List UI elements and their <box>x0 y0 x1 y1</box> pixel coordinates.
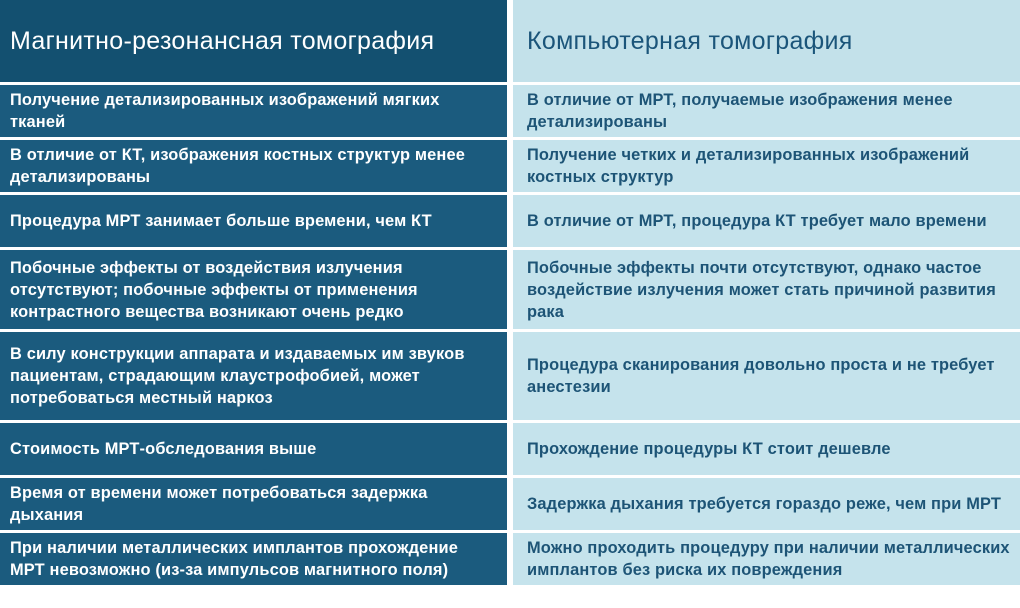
ct-cell-2 <box>513 140 1020 192</box>
mri-cell-4 <box>0 250 507 329</box>
ct-text: Побочные эффекты почти отсутствуют, однако частое воздействие излучения может стать причиной развития рака <box>527 258 996 321</box>
mri-text: Стоимость МРТ-обследования выше <box>10 440 317 458</box>
header-ct-label: Компьютерная томография <box>527 26 853 55</box>
ct-text: Получение четких и детализированных изображений костных структур <box>527 146 970 186</box>
ct-cell-7 <box>513 478 1020 530</box>
mri-cell-3 <box>0 195 507 247</box>
ct-cell-4 <box>513 250 1020 329</box>
ct-text: В отличие от МРТ, получаемые изображения менее детализированы <box>527 91 953 131</box>
ct-text: Задержка дыхания требуется гораздо реже, чем при МРТ <box>527 495 1002 513</box>
mri-text: Получение детализированных изображений мягких тканей <box>10 91 440 131</box>
mri-text: При наличии металлических имплантов прохождение МРТ невозможно (из-за импульсов магнитного поля) <box>10 539 458 579</box>
mri-text: В силу конструкции аппарата и издаваемых им звуков пациентам, страдающим клаустрофобией, может потребоваться местный наркоз <box>10 345 465 407</box>
header-ct <box>513 0 1020 82</box>
mri-cell-7 <box>0 478 507 530</box>
ct-cell-1 <box>513 85 1020 137</box>
ct-cell-5 <box>513 332 1020 420</box>
mri-cell-2 <box>0 140 507 192</box>
ct-cell-8 <box>513 533 1020 585</box>
ct-cell-6 <box>513 423 1020 475</box>
mri-text: Процедура МРТ занимает больше времени, чем КТ <box>10 212 432 230</box>
header-mri-label: Магнитно-резонансная томография <box>10 26 435 55</box>
ct-text: Прохождение процедуры КТ стоит дешевле <box>527 440 891 458</box>
ct-text: Процедура сканирования довольно проста и не требует анестезии <box>527 356 995 396</box>
header-mri <box>0 0 507 82</box>
mri-cell-8 <box>0 533 507 585</box>
mri-text: В отличие от КТ, изображения костных структур менее детализированы <box>10 146 465 186</box>
mri-text: Побочные эффекты от воздействия излучения отсутствуют; побочные эффекты от применения контрастного вещества возникают очень редко <box>10 258 418 321</box>
mri-cell-5 <box>0 332 507 420</box>
ct-cell-3 <box>513 195 1020 247</box>
mri-cell-6 <box>0 423 507 475</box>
mri-text: Время от времени может потребоваться задержка дыхания <box>10 484 428 524</box>
ct-text: В отличие от МРТ, процедура КТ требует мало времени <box>527 212 987 230</box>
ct-text: Можно проходить процедуру при наличии металлических имплантов без риска их повреждения <box>527 539 1010 579</box>
mri-cell-1 <box>0 85 507 137</box>
